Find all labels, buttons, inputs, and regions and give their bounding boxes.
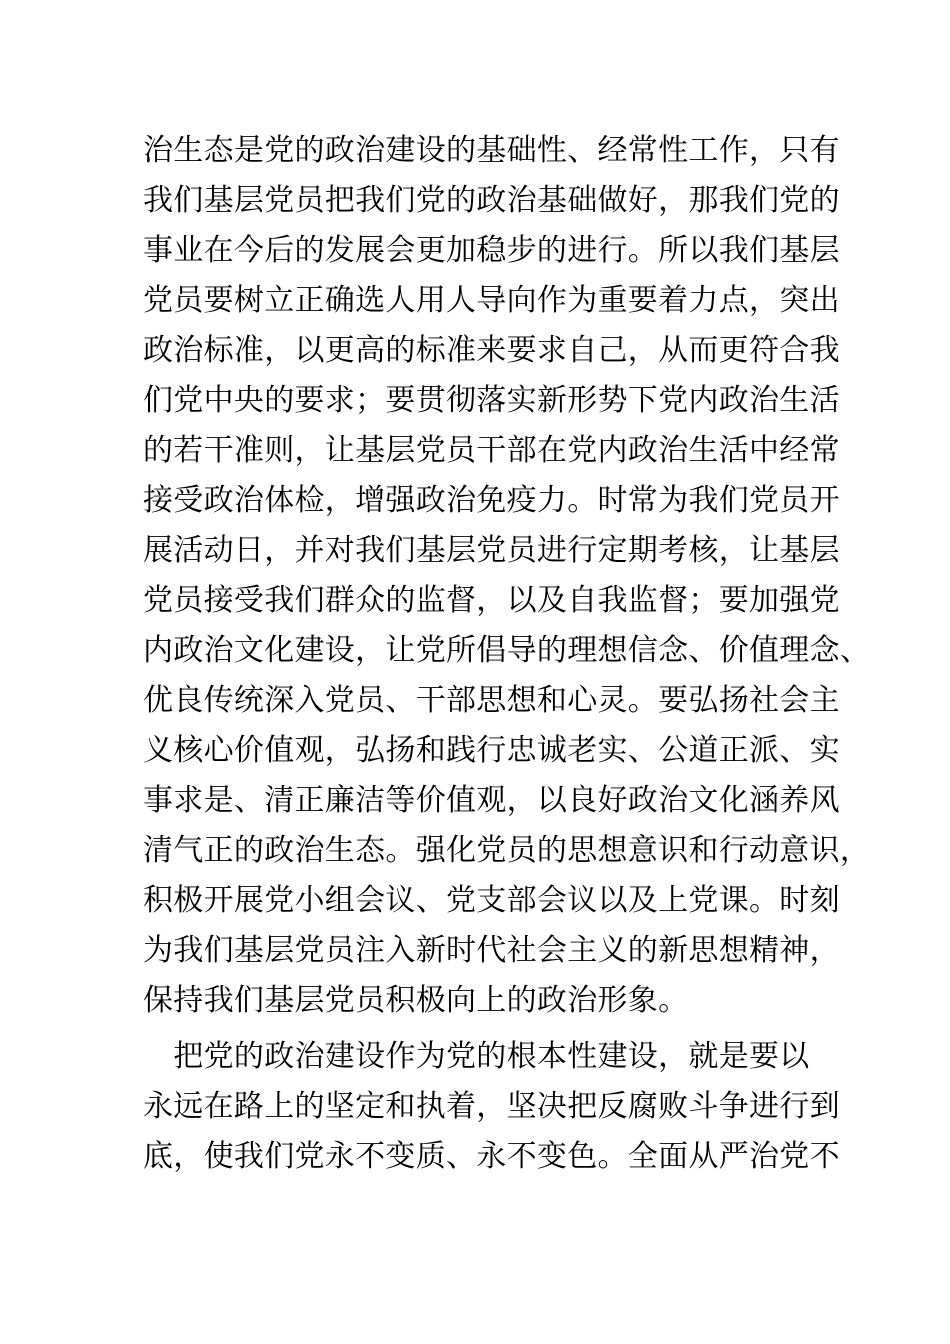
text-line: 保持我们基层党员积极向上的政治形象。: [143, 983, 689, 1018]
text-line: 的若干准则，让基层党员干部在党内政治生活中经常: [143, 433, 840, 468]
text-line: 们党中央的要求；要贯彻落实新形势下党内政治生活: [143, 383, 840, 418]
text-line: 事业在今后的发展会更加稳步的进行。所以我们基层: [143, 233, 840, 268]
text-line: 底，使我们党永不变质、永不变色。全面从严治党不: [143, 1139, 840, 1174]
text-line: 积极开展党小组会议、党支部会议以及上党课。时刻: [143, 883, 840, 918]
text-line: 事求是、清正廉洁等价值观，以良好政治文化涵养风: [143, 783, 840, 818]
text-line: 永远在路上的坚定和执着，坚决把反腐败斗争进行到: [143, 1089, 840, 1124]
paragraph-1: [143, 126, 871, 1026]
text-line: 党员接受我们群众的监督，以及自我监督；要加强党: [143, 583, 840, 618]
text-line: 清气正的政治生态。强化党员的思想意识和行动意识，: [143, 833, 871, 868]
text-line: 党员要树立正确选人用人导向作为重要着力点，突出: [143, 283, 840, 318]
document-body: [143, 126, 871, 1182]
text-line: 把党的政治建设作为党的根本性建设，就是要以: [143, 1039, 810, 1074]
text-line: 接受政治体检，增强政治免疫力。时常为我们党员开: [143, 483, 840, 518]
paragraph-2: [143, 1032, 840, 1182]
text-line: 优良传统深入党员、干部思想和心灵。要弘扬社会主: [143, 683, 840, 718]
text-line: 义核心价值观，弘扬和践行忠诚老实、公道正派、实: [143, 733, 840, 768]
text-line: 展活动日，并对我们基层党员进行定期考核，让基层: [143, 533, 840, 568]
text-line: 内政治文化建设，让党所倡导的理想信念、价值理念、: [143, 633, 871, 668]
text-line: 我们基层党员把我们党的政治基础做好，那我们党的: [143, 183, 840, 218]
text-line: 为我们基层党员注入新时代社会主义的新思想精神，: [143, 933, 840, 968]
text-line: 政治标准，以更高的标准来要求自己，从而更符合我: [143, 333, 840, 368]
text-line: 治生态是党的政治建设的基础性、经常性工作，只有: [143, 133, 840, 168]
